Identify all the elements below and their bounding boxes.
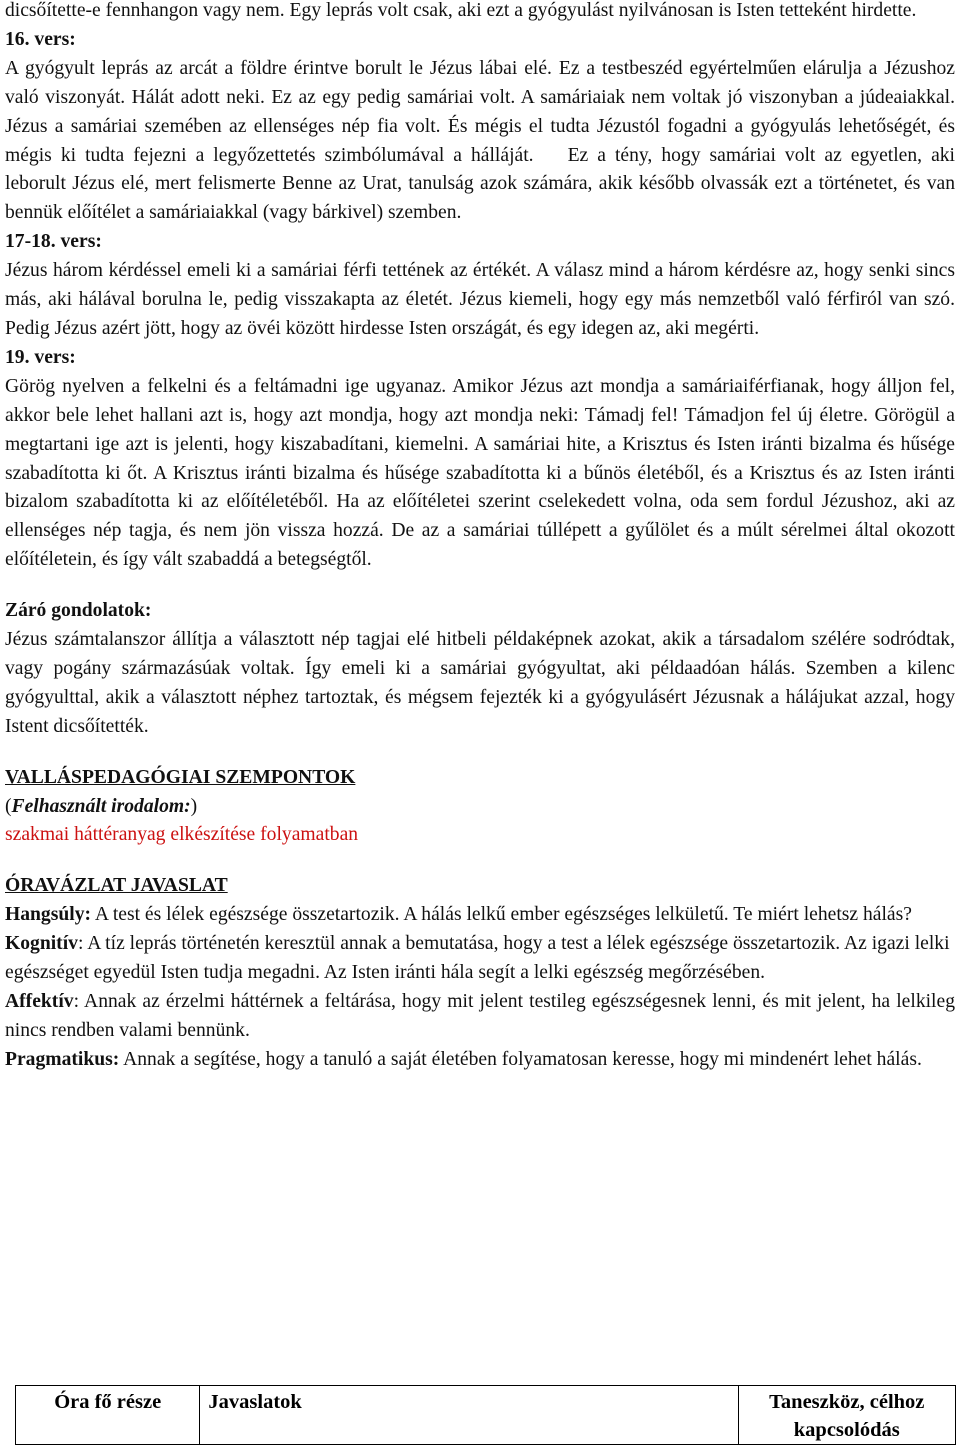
lesson-plan-heading: ÓRAVÁZLAT JAVASLAT <box>5 875 228 897</box>
lesson-item-hangsuly: Hangsúly: A test és lélek egészsége összetartozik. A hálás lelkű ember egészséges lelkületű. Te miért lehetsz hálás? <box>5 904 912 926</box>
closing-thoughts-heading: Záró gondolatok: <box>5 600 152 622</box>
religious-pedagogy-heading: VALLÁSPEDAGÓGIAI SZEMPONTOK <box>5 766 356 788</box>
table-header-ora-fo-resze: Óra fő része <box>16 1386 200 1445</box>
literature-label: Felhasznált irodalom: <box>11 795 191 817</box>
document-page <box>5 0 955 1075</box>
verse-16-heading: 16. vers: <box>5 28 76 50</box>
verse-17-18-heading: 17-18. vers: <box>5 231 102 253</box>
closing-thoughts-paragraph: Jézus számtalanszor állítja a választott nép tagjai elé hitbeli példaképnek azokat, akik a társadalom szélére sodródtak, vagy pogány származásúak voltak. Így emeli ki a samáriai gyógyultat, aki példaadóan hálás. Szemben a kilenc gyógyulttal, akik a választott néphez tartoztak, és mégsem fejezték ki a gyógyulásért Jézusnak a hálájukat azzal, hogy Istent dicsőítették. <box>5 629 955 737</box>
table-header-taneszkoz: Taneszköz, célhoz kapcsolódás <box>738 1386 955 1445</box>
verse-16-paragraph <box>5 55 955 228</box>
verse-19-paragraph: Görög nyelven a felkelni és a feltámadni ige ugyanaz. Amikor Jézus azt mondja a samáriaiférfianak, hogy álljon fel, akkor bele lehet hallani azt is, hogy azt mondja, hogy azt mondja neki: Támadj fel! Támadjon fel új életre. Görögül a megtartani ige azt is jelenti, hogy kiszabadítani, kiemelni. A samáriai hite, a Krisztus és Isten iránti bizalma és hűsége szabadította ki őt. A Krisztus iránti bizalma és hűsége szabadította ki a bűnös életéből, és a Krisztus és az Isten iránti bizalom szabadította ki az előítéletéből. Ha az előítéletei szerint cselekedett volna, oda sem fordul Jézushoz, aki az ellenséges nép tagja, és nem jön vissza hozzá. De az a samáriai túllépett a gyűlölet és a múlt sérelmei által okozott előítéletein, és így vált szabaddá a betegségtől. <box>5 375 955 571</box>
verse-19-heading: 19. vers: <box>5 346 76 368</box>
intro-paragraph: dicsőítette-e fennhangon vagy nem. Egy leprás volt csak, aki ezt a gyógyulást nyilvánosan is Isten tetteként hirdette. <box>5 0 917 21</box>
verse-16-text-2: Ez a tény, hogy samáriai volt az egyetlen, aki leborult Jézus elé, mert felismerte Benne az Urat, tanulság azok számára, akik később olvassák ezt a történetet, és van bennük előítélet a samáriaiakkal (vagy bárkivel) szemben. <box>5 144 956 224</box>
lesson-item-kognitiv: Kognitív: A tíz leprás történetén keresztül annak a bemutatása, hogy a test a lélek egészsége összetartozik. Az igazi lelki egészséget egyedül Isten tudja megadni. Az Isten iránti hála segít a lelki egészség megőrzésében. <box>5 933 950 984</box>
verse-17-18-paragraph: Jézus három kérdéssel emeli ki a samáriai férfi tettének az értékét. A válasz mind a három kérdésre az, hogy senki sincs más, aki hálával borulna le, pedig visszakapta az életét. Jézus kiemeli, hogy egy más nemzetből való férfiról van szó. Pedig Jézus azért jött, hogy az övéi között hirdesse Isten országát, és egy idegen az, aki megérti. <box>5 260 955 339</box>
lesson-item-affektiv: Affektív: Annak az érzelmi háttérnek a feltárása, hogy mit jelent testileg egészségesnek lenni, és mit jelent, ha lelkileg nincs rendben valami bennünk. <box>5 991 955 1041</box>
literature-line: (Felhasznált irodalom:) <box>5 795 198 817</box>
red-note: szakmai háttéranyag elkészítése folyamatban <box>5 824 359 846</box>
lesson-item-pragmatikus: Pragmatikus: Annak a segítése, hogy a tanuló a saját életében folyamatosan keresse, hogy mi mindenért lehet hálás. <box>5 1048 922 1070</box>
verse-16-text-1: A gyógyult leprás az arcát a földre érintve borult le Jézus lábai elé. Ez a testbeszéd egyértelműen elárulja a Jézushoz való viszonyát. Hálát adott neki. Ez az egy pedig samáriai volt. A samáriaiak nem voltak jó viszonyban a júdeaiakkal. Jézus a samáriai szemében az ellenséges nép fia volt. És mégis el tudta Jézustól fogadni a gyógyulás lehetőségét, és mégis ki tudta fejezni a legyőzettetés szimbólumával a hálláját. <box>5 57 955 166</box>
table-header-row <box>16 1386 956 1445</box>
lesson-plan-table <box>15 1385 956 1445</box>
table-header-javaslatok: Javaslatok <box>200 1386 738 1445</box>
